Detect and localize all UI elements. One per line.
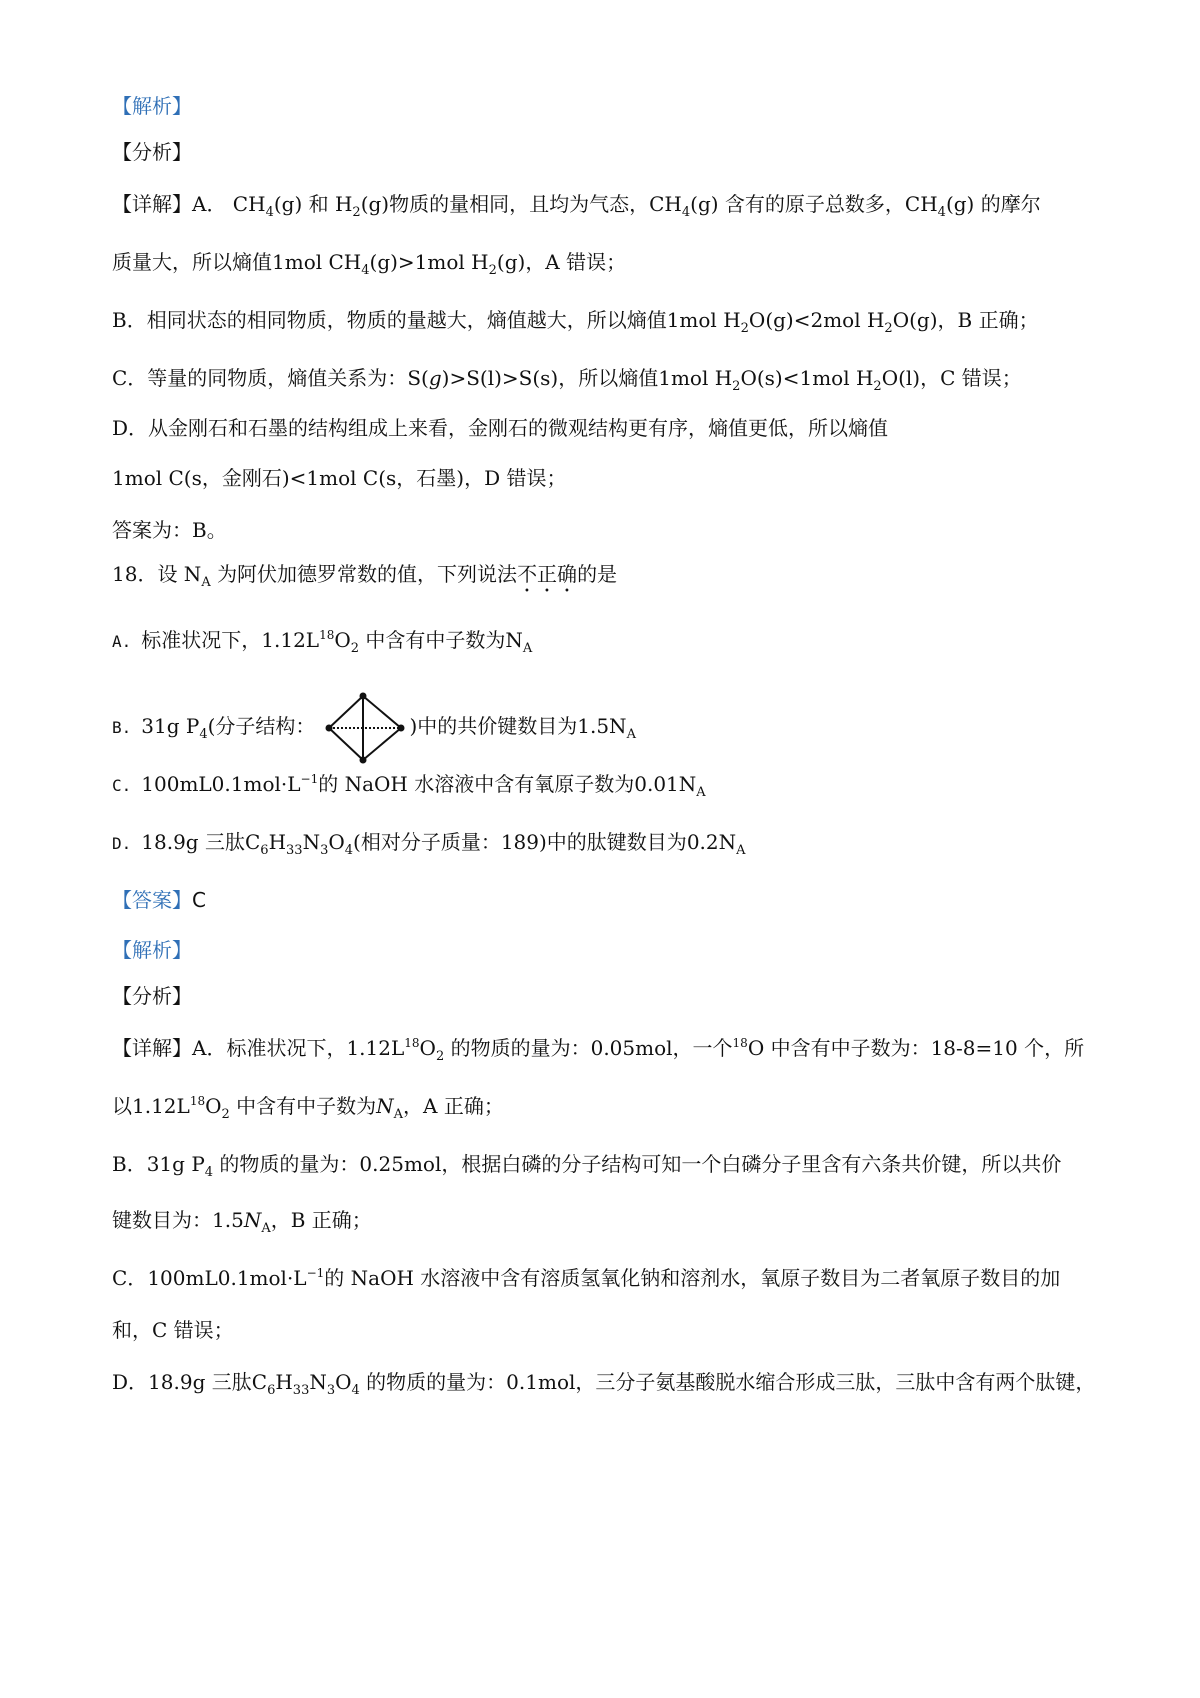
text: B．相同状态的相同物质，物质的量越大，熵值越大，所以熵值 <box>112 308 667 332</box>
q18-detail-D: D．18.9g 三肽$C_6H_{33}N_3O_4$ 的物质的量为：0.1mol，三分子氨基酸脱水缩合形成三肽，三肽中含有两个肽键， <box>112 1370 1096 1398</box>
text: ，D 错误； <box>464 466 567 490</box>
analysis-tag-2: 【解析】 <box>112 938 192 962</box>
text: 以 <box>112 1094 132 1118</box>
answer-tag: 【答案】 <box>112 888 192 912</box>
answer-letter: C <box>192 888 206 912</box>
text: )中的共价键数目为 <box>409 714 578 738</box>
text: B． <box>112 1152 147 1176</box>
q18-option-C: C. $100mL0.1mol\cdot L^{-1}$的 NaOH 水溶液中含有氧原子数为$0.01N_A$ <box>112 772 706 800</box>
text: 的是 <box>577 562 618 586</box>
q17-detail-A-line1: 【详解】A． $CH_4(g)$ 和 $H_2(g)$物质的量相同，且均为气态，$CH_4(g)$ 含有的原子总数多，$CH_4(g)$ 的摩尔 <box>112 192 1041 220</box>
text: 和 <box>308 192 329 216</box>
q18-detail-B-line2: 键数目为：$1.5N_A$，B 正确； <box>112 1208 372 1236</box>
text: 三肽 <box>211 1370 252 1394</box>
q17-detail-D-line1: D．从金刚石和石墨的结构组成上来看，金刚石的微观结构更有序，熵值更低，所以熵值 <box>112 416 889 440</box>
text: ，A 错误； <box>525 250 627 274</box>
text: 18．设 <box>112 562 178 586</box>
q18-option-A: A. 标准状况下，$1.12L^{18}O_2$ 中含有中子数为$N_A$ <box>112 628 533 656</box>
text: 含有的原子总数多， <box>724 192 905 216</box>
text: 的 NaOH 水溶液中含有溶质氢氧化钠和溶剂水，氧原子数目为二者氧原子数目的加 <box>324 1266 1061 1290</box>
text: 的物质的量为：0.1mol，三分子氨基酸脱水缩合形成三肽，三肽中含有两个肽键， <box>366 1370 1096 1394</box>
text: ，B 正确； <box>270 1208 372 1232</box>
q18-detail-C-line1: C．$100mL0.1mol\cdot L^{-1}$的 NaOH 水溶液中含有溶质氢氧化钠和溶剂水，氧原子数目为二者氧原子数目的加 <box>112 1266 1061 1290</box>
q18-stem: 18．设 $N_A$ 为阿伏加德罗常数的值，下列说法不正确的是 <box>112 562 618 590</box>
analysis-tag-1: 【解析】 <box>112 94 192 118</box>
text: 的物质的量为：0.25mol，根据白磷的分子结构可知一个白磷分子里含有六条共价键，所以共价 <box>219 1152 1062 1176</box>
text: 中含有中子数为 <box>236 1094 377 1118</box>
text: 中含有中子数为 <box>365 628 506 652</box>
q17-detail-C: C．等量的同物质，熵值关系为：S(g)>S(l)>S(s)，所以熵值1mol $H_2O(s)<1mol$ $H_2O(l)$，C 错误； <box>112 366 1022 394</box>
q17-detail-B: B．相同状态的相同物质，物质的量越大，熵值越大，所以熵值1mol $H_2O(g)<2mol$ $H_2O(g)$，B 正确； <box>112 308 1039 336</box>
text: 【详解】A．标准状况下， <box>112 1036 347 1060</box>
text: C． <box>112 1266 148 1290</box>
p4-molecule-structure <box>315 692 409 764</box>
text: 键数目为： <box>112 1208 212 1232</box>
text: 中含有中子数为：18-8=10 个，所 <box>770 1036 1085 1060</box>
text: 的 NaOH 水溶液中含有氧原子数为 <box>318 772 635 796</box>
text: ，B 正确； <box>937 308 1039 332</box>
q18-option-B: B. 31g $P_4$(分子结构： )中的共价键数目为$1.5N_A$ <box>112 690 1110 764</box>
text: D． <box>112 1370 149 1394</box>
text: 为阿伏加德罗常数的值，下列说法 <box>217 562 518 586</box>
text: (分子结构： <box>207 714 316 738</box>
option-label: B. <box>112 718 132 737</box>
text: 物质的量相同，且均为气态， <box>389 192 650 216</box>
answer-row <box>112 886 1110 914</box>
text: C．等量的同物质，熵值关系为： <box>112 366 408 390</box>
text: 标准状况下， <box>141 628 262 652</box>
fenxi-tag-1: 【分析】 <box>112 140 192 164</box>
q18-detail-B-line1: B．31g $P_4$ 的物质的量为：0.25mol，根据白磷的分子结构可知一个白磷分子里含有六条共价键，所以共价 <box>112 1152 1062 1180</box>
q17-answer-line: 答案为：B。 <box>112 518 227 542</box>
text: (相对分子质量：189)中的肽键数目为 <box>353 830 687 854</box>
q17-detail-A-line2: 质量大，所以熵值1mol $CH_4(g)>1mol$ $H_2(g)$，A 错误； <box>112 250 627 278</box>
text: ，A 正确； <box>403 1094 504 1118</box>
option-label: C. <box>112 776 132 795</box>
detail-prefix: 【详解】A． <box>112 192 227 216</box>
text: 三肽 <box>204 830 245 854</box>
text: 的物质的量为：0.05mol，一个 <box>450 1036 733 1060</box>
text: ，C 错误； <box>920 366 1022 390</box>
text: 质量大，所以熵值 <box>112 250 272 274</box>
text: 的摩尔 <box>980 192 1041 216</box>
q18-detail-A-line2: 以$1.12L^{18}O_2$ 中含有中子数为$N_A$，A 正确； <box>112 1094 504 1122</box>
q18-option-D: D. 18.9g 三肽$C_6H_{33}N_3O_4$(相对分子质量：189)中的肽键数目为$0.2N_A$ <box>112 830 746 858</box>
q18-detail-C-line2: 和，C 错误； <box>112 1318 234 1342</box>
option-label: D. <box>112 834 132 853</box>
option-label: A. <box>112 632 132 651</box>
q18-detail-A-line1: 【详解】A．标准状况下，$1.12L^{18}O_2$ 的物质的量为：0.05mol，一个$^{18}$O 中含有中子数为：18-8=10 个，所 <box>112 1036 1085 1064</box>
text: ，所以熵值 <box>558 366 659 390</box>
emphasis-text: 不正确 <box>517 562 578 586</box>
q17-detail-D-line2: 1mol C(s，金刚石)<1mol C(s，石墨)，D 错误； <box>112 466 567 490</box>
fenxi-tag-2: 【分析】 <box>112 984 192 1008</box>
